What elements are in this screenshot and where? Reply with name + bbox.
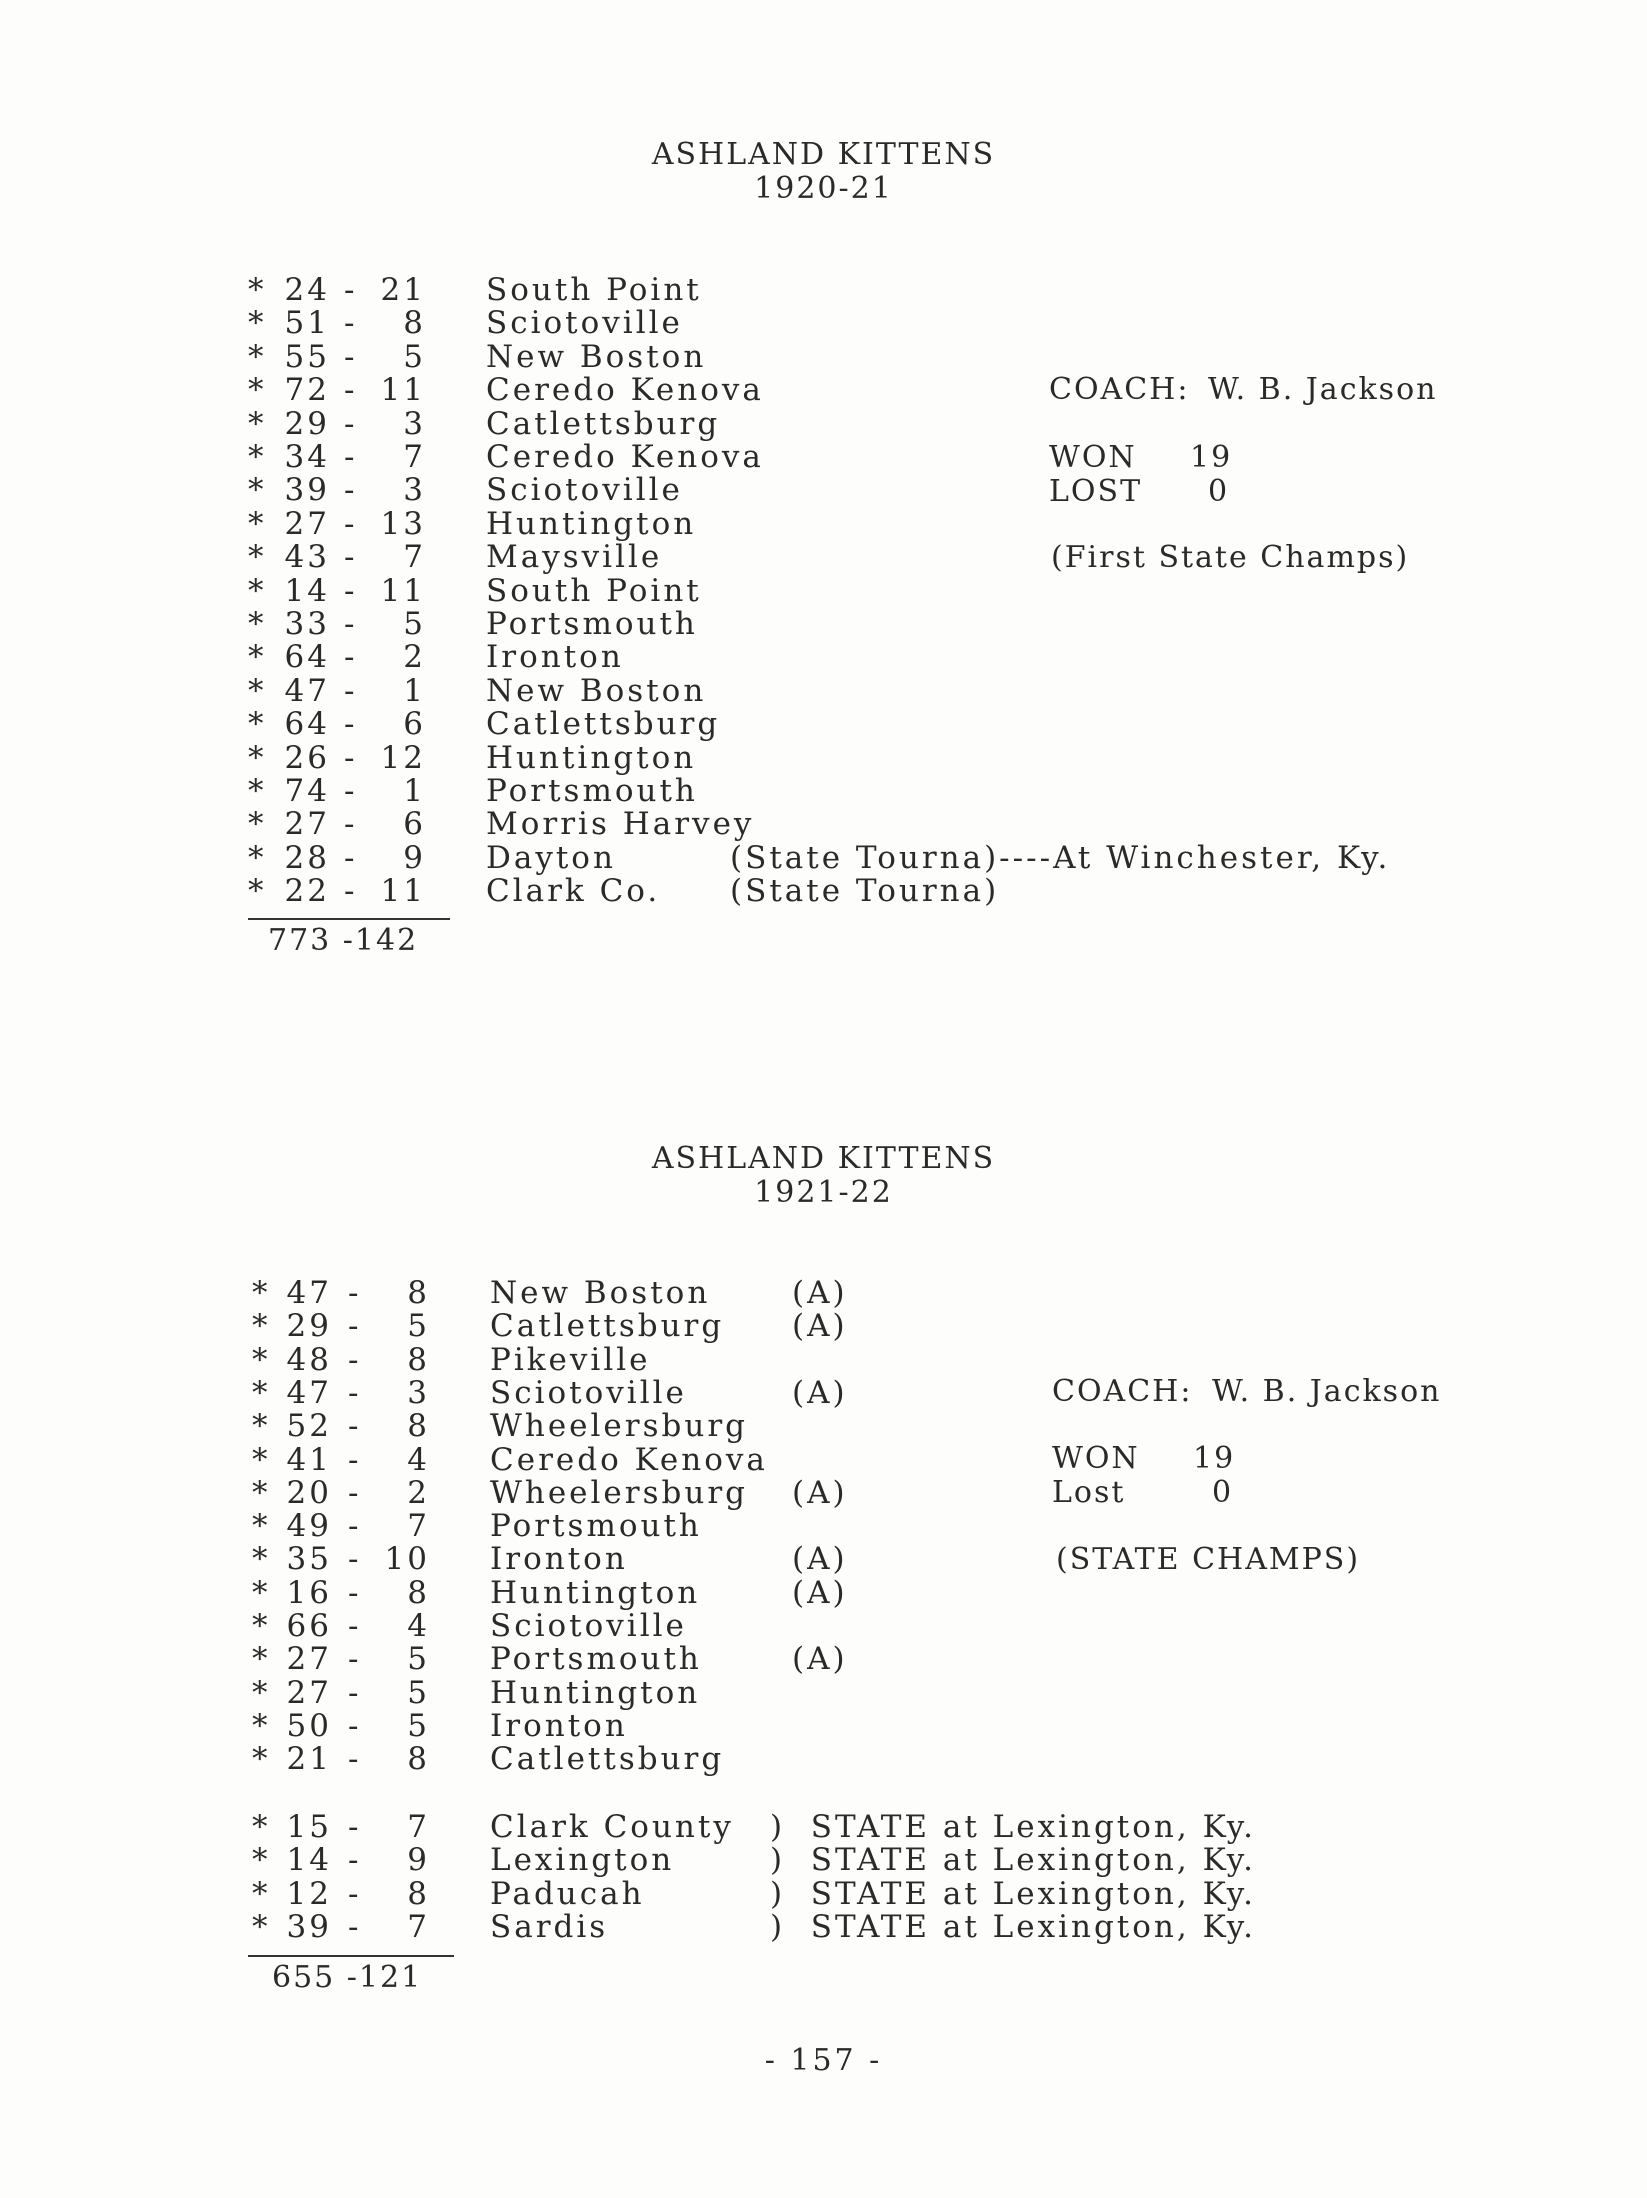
score-ashland: 66: [286, 1608, 332, 1644]
opponent-name: Ceredo Kenova: [486, 439, 764, 475]
season1-title: ASHLAND KITTENS: [651, 137, 996, 172]
score-dash: -: [348, 1608, 362, 1644]
score-opponent: 4: [407, 1441, 430, 1478]
opponent-name: Huntington: [486, 739, 697, 776]
score-opponent: 8: [407, 1875, 430, 1912]
game-note: (A): [792, 1308, 848, 1345]
game-row: [252, 1908, 1607, 1945]
game-row: [252, 1674, 1607, 1711]
game-row: [252, 1474, 1607, 1511]
score-ashland: 21: [286, 1741, 332, 1778]
score-dash: -: [344, 572, 358, 609]
score-ashland: 74: [284, 773, 330, 809]
opponent-name: Ceredo Kenova: [486, 372, 764, 409]
star-mark: *: [252, 1875, 271, 1912]
opponent-name: Wheelersburg: [490, 1408, 748, 1445]
score-opponent: 9: [403, 839, 426, 876]
game-row: [248, 775, 1607, 809]
game-row: [252, 1875, 1607, 1912]
star-mark: *: [248, 539, 267, 576]
score-opponent: 2: [407, 1474, 430, 1511]
game-row: [248, 875, 1607, 909]
game-row: [252, 1574, 1607, 1611]
game-row: [252, 1310, 1607, 1344]
score-opponent: 4: [407, 1608, 430, 1644]
star-mark: *: [252, 1308, 271, 1345]
score-dash: -: [344, 639, 358, 676]
opponent-name: Portsmouth: [490, 1641, 702, 1678]
score-dash: -: [344, 305, 358, 342]
score-dash: -: [344, 405, 358, 442]
game-note: (A): [792, 1574, 848, 1611]
score-ashland: 49: [286, 1508, 332, 1545]
season2-total: 655 -121: [272, 1960, 423, 1995]
page-number: - 157 -: [764, 2043, 883, 2078]
score-dash: -: [344, 672, 358, 709]
score-dash: -: [348, 1574, 362, 1611]
opponent-name: Catlettsburg: [486, 405, 721, 442]
score-ashland: 39: [284, 472, 330, 509]
score-opponent: 7: [407, 1908, 430, 1945]
opponent-name: Catlettsburg: [490, 1308, 725, 1345]
star-mark: *: [252, 1842, 271, 1879]
score-ashland: 43: [284, 539, 330, 576]
score-opponent: 1: [403, 773, 426, 809]
score-opponent: 12: [380, 739, 426, 776]
score-ashland: 12: [286, 1875, 332, 1912]
score-dash: -: [344, 873, 358, 910]
score-ashland: 20: [286, 1474, 332, 1511]
opponent-name: Wheelersburg: [490, 1474, 748, 1511]
score-opponent: 5: [407, 1641, 430, 1678]
star-mark: *: [252, 1541, 271, 1578]
game-note: (A): [792, 1541, 848, 1578]
score-ashland: 39: [286, 1908, 332, 1945]
season1-honor: (First State Champs): [1051, 540, 1410, 575]
score-ashland: 22: [284, 873, 330, 910]
score-opponent: 2: [403, 639, 426, 676]
season1-coach-label: COACH:: [1049, 372, 1190, 407]
score-opponent: 11: [380, 572, 426, 609]
score-ashland: 35: [286, 1541, 332, 1578]
game-row: [252, 1743, 1607, 1777]
score-dash: -: [348, 1308, 362, 1345]
game-row: [248, 405, 1607, 442]
opponent-name: Sardis: [490, 1908, 609, 1945]
game-row: [252, 1543, 1607, 1577]
score-ashland: 41: [286, 1441, 332, 1478]
star-mark: *: [252, 1674, 271, 1711]
season2-lost-label: Lost: [1052, 1475, 1126, 1510]
score-ashland: 16: [286, 1574, 332, 1611]
season1-won-value: 19: [1190, 440, 1233, 475]
score-opponent: 6: [403, 806, 426, 843]
game-row: [248, 441, 1607, 475]
star-mark: *: [248, 405, 267, 442]
game-row: [248, 338, 1607, 375]
score-ashland: 29: [284, 405, 330, 442]
score-opponent: 10: [384, 1541, 430, 1578]
score-ashland: 14: [284, 572, 330, 609]
score-ashland: 33: [284, 606, 330, 642]
season1-coach-name: W. B. Jackson: [1208, 372, 1438, 407]
season2-coach-label: COACH:: [1052, 1374, 1193, 1409]
opponent-name: Huntington: [490, 1574, 701, 1611]
score-dash: -: [344, 839, 358, 876]
score-ashland: 72: [284, 372, 330, 409]
score-opponent: 8: [407, 1574, 430, 1611]
score-opponent: 5: [407, 1707, 430, 1744]
score-ashland: 47: [286, 1374, 332, 1411]
game-note: (A): [792, 1374, 848, 1411]
opponent-name: South Point: [486, 572, 702, 609]
season1-total: 773 -142: [268, 923, 419, 958]
game-row: [248, 641, 1607, 675]
game-note: (State Tourna)----At Winchester, Ky.: [730, 839, 1391, 876]
game-row: [252, 1410, 1607, 1444]
opponent-name: Clark County: [490, 1809, 734, 1845]
star-mark: *: [252, 1908, 271, 1945]
star-mark: *: [248, 672, 267, 709]
star-mark: *: [252, 1408, 271, 1445]
game-row: [252, 1610, 1607, 1644]
star-mark: *: [248, 839, 267, 876]
score-opponent: 11: [380, 372, 426, 409]
game-row: [248, 672, 1607, 709]
opponent-name: Ironton: [486, 639, 624, 676]
score-ashland: 26: [284, 739, 330, 776]
score-dash: -: [344, 338, 358, 375]
star-mark: *: [252, 1474, 271, 1511]
star-mark: *: [248, 873, 267, 910]
game-row: [252, 1811, 1607, 1845]
game-row: [252, 1643, 1607, 1677]
score-opponent: 7: [407, 1508, 430, 1545]
season2-coach-name: W. B. Jackson: [1212, 1374, 1442, 1409]
opponent-name: Sciotoville: [490, 1608, 687, 1644]
score-dash: -: [344, 773, 358, 809]
star-mark: *: [252, 1809, 271, 1845]
opponent-name: Portsmouth: [486, 773, 698, 809]
score-opponent: 7: [407, 1809, 430, 1845]
score-opponent: 8: [403, 305, 426, 342]
score-ashland: 14: [286, 1842, 332, 1879]
score-ashland: 51: [284, 305, 330, 342]
star-mark: *: [248, 472, 267, 509]
score-opponent: 7: [403, 539, 426, 576]
score-dash: -: [348, 1809, 362, 1845]
score-opponent: 8: [407, 1741, 430, 1778]
game-row: [248, 708, 1607, 742]
season1-lost-label: LOST: [1049, 474, 1143, 509]
game-row: [252, 1341, 1607, 1378]
game-row: [248, 274, 1607, 308]
opponent-name: Maysville: [486, 539, 663, 576]
game-note: ) STATE at Lexington, Ky.: [770, 1875, 1257, 1912]
season2-honor: (STATE CHAMPS): [1056, 1542, 1361, 1577]
score-dash: -: [344, 706, 358, 743]
score-ashland: 15: [286, 1809, 332, 1845]
star-mark: *: [252, 1707, 271, 1744]
opponent-name: Clark Co.: [486, 873, 661, 910]
score-opponent: 3: [403, 472, 426, 509]
game-row: [252, 1441, 1607, 1478]
season2-lost-value: 0: [1212, 1475, 1234, 1510]
score-dash: -: [344, 739, 358, 776]
opponent-name: New Boston: [486, 338, 707, 375]
score-dash: -: [348, 1341, 362, 1378]
score-opponent: 5: [403, 338, 426, 375]
star-mark: *: [248, 639, 267, 676]
score-opponent: 1: [403, 672, 426, 709]
game-row: [248, 739, 1607, 776]
star-mark: *: [248, 305, 267, 342]
opponent-name: Paducah: [490, 1875, 645, 1912]
opponent-name: South Point: [486, 272, 702, 308]
score-ashland: 52: [286, 1408, 332, 1445]
score-ashland: 64: [284, 639, 330, 676]
opponent-name: Huntington: [486, 505, 697, 542]
score-dash: -: [348, 1641, 362, 1678]
game-row: [248, 808, 1607, 842]
score-opponent: 5: [403, 606, 426, 642]
star-mark: *: [252, 1641, 271, 1678]
score-ashland: 24: [284, 272, 330, 308]
game-note: (A): [792, 1474, 848, 1511]
star-mark: *: [248, 439, 267, 475]
game-note: ) STATE at Lexington, Ky.: [770, 1809, 1257, 1845]
game-row: [248, 572, 1607, 609]
score-opponent: 3: [403, 405, 426, 442]
score-opponent: 5: [407, 1674, 430, 1711]
star-mark: *: [248, 806, 267, 843]
score-ashland: 48: [286, 1341, 332, 1378]
game-row: [248, 608, 1607, 642]
star-mark: *: [252, 1741, 271, 1778]
score-ashland: 47: [286, 1275, 332, 1311]
opponent-name: Ironton: [490, 1541, 628, 1578]
opponent-name: Pikeville: [490, 1341, 651, 1378]
star-mark: *: [252, 1275, 271, 1311]
game-note: (A): [792, 1275, 848, 1311]
score-opponent: 8: [407, 1275, 430, 1311]
season1-total-rule: [248, 918, 450, 920]
score-dash: -: [348, 1408, 362, 1445]
season1-lost-value: 0: [1208, 474, 1230, 509]
star-mark: *: [252, 1608, 271, 1644]
score-dash: -: [348, 1875, 362, 1912]
score-dash: -: [348, 1674, 362, 1711]
season1-won-label: WON: [1049, 440, 1137, 475]
opponent-name: Morris Harvey: [486, 806, 755, 843]
opponent-name: Catlettsburg: [486, 706, 721, 743]
game-row: [248, 505, 1607, 542]
game-row: [252, 1277, 1607, 1311]
score-dash: -: [348, 1741, 362, 1778]
score-opponent: 5: [407, 1308, 430, 1345]
score-ashland: 64: [284, 706, 330, 743]
star-mark: *: [248, 505, 267, 542]
score-dash: -: [348, 1275, 362, 1311]
star-mark: *: [248, 739, 267, 776]
game-note: ) STATE at Lexington, Ky.: [770, 1842, 1257, 1879]
score-ashland: 29: [286, 1308, 332, 1345]
star-mark: *: [252, 1374, 271, 1411]
opponent-name: Sciotoville: [486, 305, 683, 342]
score-dash: -: [348, 1842, 362, 1879]
score-opponent: 13: [380, 505, 426, 542]
score-dash: -: [348, 1474, 362, 1511]
score-opponent: 21: [380, 272, 426, 308]
star-mark: *: [252, 1341, 271, 1378]
opponent-name: Ironton: [490, 1707, 628, 1744]
score-ashland: 27: [284, 505, 330, 542]
score-dash: -: [344, 539, 358, 576]
opponent-name: Portsmouth: [490, 1508, 702, 1545]
opponent-name: Sciotoville: [490, 1374, 687, 1411]
star-mark: *: [248, 372, 267, 409]
score-ashland: 27: [286, 1674, 332, 1711]
game-note: ) STATE at Lexington, Ky.: [770, 1908, 1257, 1945]
star-mark: *: [252, 1441, 271, 1478]
score-ashland: 47: [284, 672, 330, 709]
opponent-name: Huntington: [490, 1674, 701, 1711]
score-opponent: 8: [407, 1408, 430, 1445]
score-dash: -: [348, 1508, 362, 1545]
score-dash: -: [348, 1908, 362, 1945]
game-row: [248, 307, 1607, 341]
score-dash: -: [344, 505, 358, 542]
opponent-name: New Boston: [486, 672, 707, 709]
star-mark: *: [252, 1508, 271, 1545]
score-dash: -: [344, 272, 358, 308]
opponent-name: Catlettsburg: [490, 1741, 725, 1778]
score-dash: -: [348, 1707, 362, 1744]
season2-won-label: WON: [1052, 1441, 1140, 1476]
opponent-name: Portsmouth: [486, 606, 698, 642]
game-row: [252, 1844, 1607, 1878]
game-row: [248, 474, 1607, 508]
score-dash: -: [348, 1374, 362, 1411]
game-note: (State Tourna): [730, 873, 1000, 910]
score-dash: -: [344, 606, 358, 642]
season2-year: 1921-22: [754, 1175, 893, 1210]
star-mark: *: [248, 773, 267, 809]
score-opponent: 9: [407, 1842, 430, 1879]
score-opponent: 11: [380, 873, 426, 910]
score-opponent: 8: [407, 1341, 430, 1378]
score-dash: -: [348, 1441, 362, 1478]
score-dash: -: [344, 439, 358, 475]
opponent-name: Ceredo Kenova: [490, 1441, 768, 1478]
opponent-name: New Boston: [490, 1275, 711, 1311]
star-mark: *: [248, 706, 267, 743]
game-row: [248, 839, 1607, 876]
score-opponent: 7: [403, 439, 426, 475]
season2-title: ASHLAND KITTENS: [651, 1141, 996, 1176]
game-note: (A): [792, 1641, 848, 1678]
score-ashland: 27: [286, 1641, 332, 1678]
score-dash: -: [344, 372, 358, 409]
score-ashland: 50: [286, 1707, 332, 1744]
star-mark: *: [248, 338, 267, 375]
score-opponent: 3: [407, 1374, 430, 1411]
score-ashland: 27: [284, 806, 330, 843]
game-row: [252, 1510, 1607, 1544]
star-mark: *: [248, 572, 267, 609]
game-row: [252, 1707, 1607, 1744]
score-opponent: 6: [403, 706, 426, 743]
star-mark: *: [252, 1574, 271, 1611]
season2-won-value: 19: [1193, 1441, 1236, 1476]
opponent-name: Lexington: [490, 1842, 675, 1879]
score-dash: -: [348, 1541, 362, 1578]
star-mark: *: [248, 606, 267, 642]
score-dash: -: [344, 806, 358, 843]
score-ashland: 34: [284, 439, 330, 475]
score-ashland: 28: [284, 839, 330, 876]
star-mark: *: [248, 272, 267, 308]
score-ashland: 55: [284, 338, 330, 375]
opponent-name: Sciotoville: [486, 472, 683, 509]
score-dash: -: [344, 472, 358, 509]
opponent-name: Dayton: [486, 839, 616, 876]
season1-year: 1920-21: [754, 171, 893, 206]
season2-total-rule: [248, 1955, 454, 1957]
